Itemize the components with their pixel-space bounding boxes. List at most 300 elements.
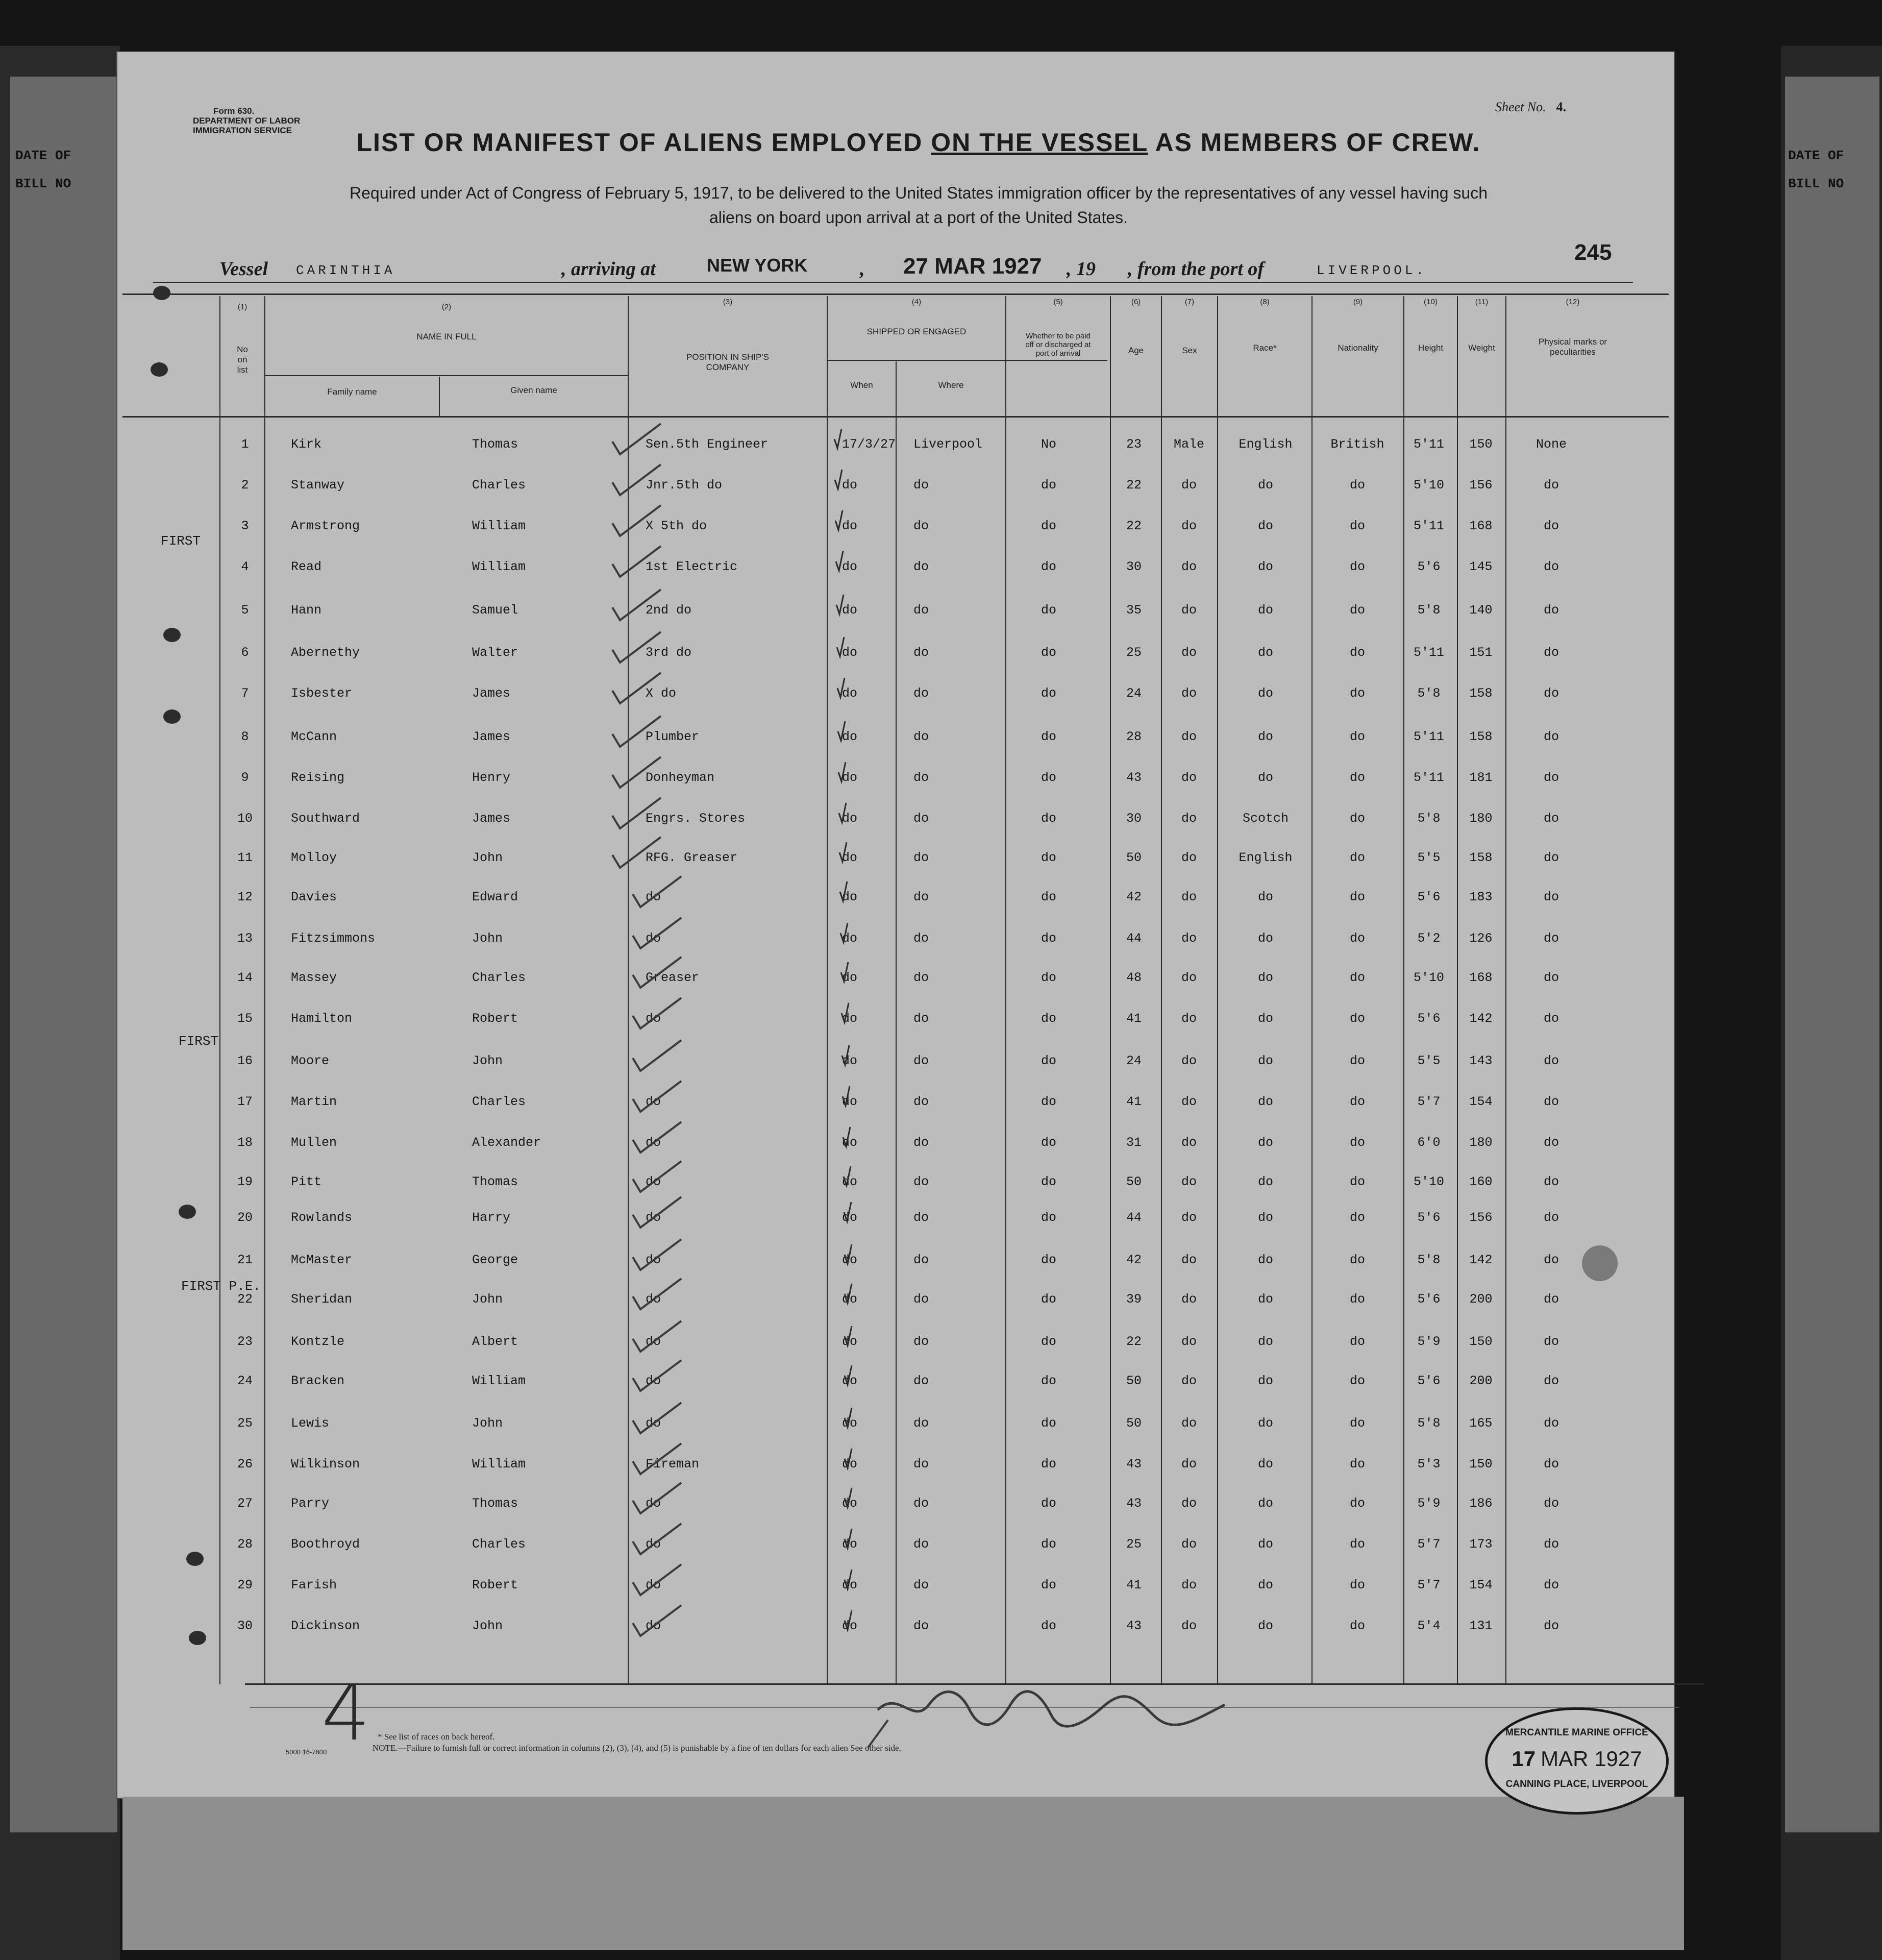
cell-paid-off: do bbox=[1041, 1457, 1056, 1472]
cell-race: do bbox=[1257, 1334, 1273, 1349]
date-check-mark bbox=[844, 1166, 851, 1186]
cell-paid-off: do bbox=[1041, 1054, 1056, 1068]
cell-race: do bbox=[1257, 1174, 1273, 1189]
cell-given-name: James bbox=[472, 729, 511, 744]
cell-race: do bbox=[1257, 1253, 1273, 1267]
cell-row-number: 10 bbox=[237, 811, 253, 826]
cell-paid-off: do bbox=[1041, 478, 1056, 493]
vessel-label: Vessel bbox=[219, 258, 268, 280]
cell-family-name: Wilkinson bbox=[291, 1457, 360, 1472]
cell-sex: do bbox=[1181, 970, 1197, 985]
cell-height: 5'7 bbox=[1417, 1537, 1441, 1552]
cell-family-name: Davies bbox=[291, 890, 337, 904]
cell-sex: do bbox=[1181, 1334, 1197, 1349]
cell-given-name: Alexander bbox=[472, 1135, 541, 1150]
cell-position: do bbox=[646, 1416, 661, 1431]
cell-nationality: do bbox=[1349, 1253, 1365, 1267]
cell-race: do bbox=[1257, 603, 1273, 618]
cell-family-name: Moore bbox=[291, 1054, 330, 1068]
cell-given-name: Samuel bbox=[472, 603, 518, 618]
header-shipped-engaged: SHIPPED OR ENGAGED bbox=[866, 327, 967, 336]
sheet-value: 4. bbox=[1556, 100, 1567, 114]
cell-age: 41 bbox=[1126, 1011, 1142, 1026]
header-family-name: Family name bbox=[327, 387, 377, 397]
date-check-mark bbox=[844, 1202, 851, 1221]
arriving-label: , arriving at bbox=[561, 258, 656, 280]
header-no-on-list: No on list bbox=[237, 345, 248, 375]
cell-engaged-when: do bbox=[842, 729, 858, 744]
cell-age: 30 bbox=[1126, 559, 1142, 574]
cell-family-name: Dickinson bbox=[291, 1619, 360, 1633]
date-check-mark bbox=[834, 429, 841, 448]
left-strip-date-label: DATE OF bbox=[15, 148, 71, 163]
vessel-name: CARINTHIA bbox=[296, 263, 395, 278]
cell-paid-off: do bbox=[1041, 890, 1056, 904]
check-mark bbox=[633, 1122, 681, 1153]
cell-position: RFG. Greaser bbox=[646, 850, 738, 865]
cell-physical-marks: do bbox=[1543, 1094, 1559, 1109]
header-height: Height bbox=[1418, 343, 1444, 353]
cell-row-number: 12 bbox=[237, 890, 253, 904]
cell-position: do bbox=[646, 1374, 661, 1388]
cell-weight: 145 bbox=[1469, 559, 1493, 574]
cell-physical-marks: do bbox=[1543, 1619, 1559, 1633]
cell-row-number: 6 bbox=[241, 645, 249, 660]
cell-sex: do bbox=[1181, 1210, 1197, 1225]
cell-given-name: Thomas bbox=[472, 1496, 518, 1511]
service-name: IMMIGRATION SERVICE bbox=[193, 126, 292, 135]
cell-race: English bbox=[1239, 850, 1293, 865]
cell-family-name: Abernethy bbox=[291, 645, 360, 660]
cell-engaged-where: Liverpool bbox=[913, 437, 983, 452]
cell-physical-marks: do bbox=[1543, 1011, 1559, 1026]
cell-nationality: do bbox=[1349, 559, 1365, 574]
cell-height: 5'8 bbox=[1417, 686, 1441, 701]
cell-engaged-where: do bbox=[913, 1619, 929, 1633]
cell-row-number: 19 bbox=[237, 1174, 253, 1189]
cell-weight: 156 bbox=[1469, 1210, 1493, 1225]
check-mark bbox=[612, 798, 661, 828]
cell-weight: 173 bbox=[1469, 1537, 1493, 1552]
cell-given-name: William bbox=[472, 1457, 526, 1472]
date-check-mark bbox=[841, 1003, 849, 1022]
header-where: Where bbox=[938, 380, 964, 390]
cell-paid-off: do bbox=[1041, 970, 1056, 985]
cell-position: do bbox=[646, 1619, 661, 1633]
col-num-2: (2) bbox=[441, 303, 452, 311]
cell-sex: do bbox=[1181, 1094, 1197, 1109]
header-race: Race* bbox=[1253, 343, 1277, 353]
cell-height: 5'9 bbox=[1417, 1496, 1441, 1511]
cell-physical-marks: do bbox=[1543, 1174, 1559, 1189]
margin-note-first-pe: FIRST P.E. bbox=[181, 1279, 261, 1294]
cell-engaged-where: do bbox=[913, 1416, 929, 1431]
check-mark bbox=[612, 546, 661, 577]
cell-row-number: 15 bbox=[237, 1011, 253, 1026]
cell-age: 24 bbox=[1126, 686, 1142, 701]
cell-nationality: do bbox=[1349, 686, 1365, 701]
cell-paid-off: do bbox=[1041, 850, 1056, 865]
cell-engaged-where: do bbox=[913, 1374, 929, 1388]
col-num-3: (3) bbox=[723, 298, 733, 306]
cell-paid-off: do bbox=[1041, 1537, 1056, 1552]
cell-weight: 200 bbox=[1469, 1292, 1493, 1307]
cell-sex: do bbox=[1181, 1174, 1197, 1189]
date-check-mark bbox=[845, 1570, 852, 1589]
cell-paid-off: do bbox=[1041, 603, 1056, 618]
cell-age: 42 bbox=[1126, 1253, 1142, 1267]
cell-engaged-where: do bbox=[913, 770, 929, 785]
race-footnote: * See list of races on back hereof. bbox=[378, 1732, 495, 1742]
cell-physical-marks: do bbox=[1543, 931, 1559, 946]
cell-engaged-when: do bbox=[842, 519, 858, 533]
cell-nationality: do bbox=[1349, 519, 1365, 533]
cell-nationality: do bbox=[1349, 1537, 1365, 1552]
check-mark bbox=[612, 716, 661, 747]
cell-engaged-where: do bbox=[913, 1011, 929, 1026]
cell-age: 42 bbox=[1126, 890, 1142, 904]
cell-weight: 181 bbox=[1469, 770, 1493, 785]
cell-nationality: do bbox=[1349, 1416, 1365, 1431]
cell-family-name: Rowlands bbox=[291, 1210, 353, 1225]
cell-position: do bbox=[646, 890, 661, 904]
cell-row-number: 18 bbox=[237, 1135, 253, 1150]
cell-physical-marks: do bbox=[1543, 1578, 1559, 1592]
cell-paid-off: do bbox=[1041, 1210, 1056, 1225]
check-mark bbox=[633, 1279, 681, 1309]
cell-sex: do bbox=[1181, 645, 1197, 660]
header-when: When bbox=[850, 380, 873, 390]
col-num-9: (9) bbox=[1353, 298, 1363, 306]
cell-row-number: 17 bbox=[237, 1094, 253, 1109]
cell-position: do bbox=[646, 1334, 661, 1349]
cell-nationality: do bbox=[1349, 1135, 1365, 1150]
cell-family-name: Lewis bbox=[291, 1416, 330, 1431]
cell-engaged-where: do bbox=[913, 729, 929, 744]
cell-row-number: 2 bbox=[241, 478, 249, 493]
cell-sex: do bbox=[1181, 890, 1197, 904]
cell-age: 44 bbox=[1126, 931, 1142, 946]
cell-race: do bbox=[1257, 1537, 1273, 1552]
cell-physical-marks: do bbox=[1543, 1292, 1559, 1307]
cell-engaged-when: do bbox=[842, 890, 858, 904]
cell-physical-marks: do bbox=[1543, 519, 1559, 533]
year-label: , 19 bbox=[1067, 258, 1096, 280]
cell-row-number: 26 bbox=[237, 1457, 253, 1472]
cell-engaged-where: do bbox=[913, 850, 929, 865]
date-check-mark bbox=[845, 1488, 852, 1507]
cell-family-name: Hamilton bbox=[291, 1011, 353, 1026]
cell-paid-off: do bbox=[1041, 1578, 1056, 1592]
cell-family-name: Stanway bbox=[291, 478, 345, 493]
check-mark bbox=[633, 1524, 681, 1554]
handwritten-sheet-number: 4 bbox=[321, 1669, 370, 1758]
cell-row-number: 13 bbox=[237, 931, 253, 946]
date-check-mark bbox=[837, 637, 844, 656]
cell-nationality: do bbox=[1349, 1094, 1365, 1109]
cell-weight: 142 bbox=[1469, 1011, 1493, 1026]
cell-weight: 131 bbox=[1469, 1619, 1493, 1633]
cell-family-name: Armstrong bbox=[291, 519, 360, 533]
cell-given-name: John bbox=[472, 1292, 503, 1307]
cell-paid-off: do bbox=[1041, 770, 1056, 785]
cell-weight: 180 bbox=[1469, 1135, 1493, 1150]
date-check-mark bbox=[840, 881, 847, 901]
subtitle-line-2: aliens on board upon arrival at a port of the United States. bbox=[709, 208, 1128, 227]
col-num-10: (10) bbox=[1424, 298, 1438, 306]
cell-race: do bbox=[1257, 519, 1273, 533]
cell-given-name: Henry bbox=[472, 770, 511, 785]
cell-age: 50 bbox=[1126, 1416, 1142, 1431]
cell-sex: do bbox=[1181, 1054, 1197, 1068]
cell-sex: do bbox=[1181, 1619, 1197, 1633]
cell-height: 5'11 bbox=[1413, 519, 1444, 533]
cell-physical-marks: do bbox=[1543, 559, 1559, 574]
cell-weight: 160 bbox=[1469, 1174, 1493, 1189]
cell-height: 5'7 bbox=[1417, 1094, 1441, 1109]
cell-family-name: Pitt bbox=[291, 1174, 322, 1189]
cell-position: do bbox=[646, 1174, 661, 1189]
cell-sex: do bbox=[1181, 559, 1197, 574]
cell-engaged-when: do bbox=[842, 1210, 858, 1225]
cell-race: do bbox=[1257, 1210, 1273, 1225]
cell-position: Greaser bbox=[646, 970, 700, 985]
cell-engaged-when: do bbox=[842, 1374, 858, 1388]
date-check-mark bbox=[840, 923, 848, 942]
cell-nationality: do bbox=[1349, 645, 1365, 660]
cell-sex: do bbox=[1181, 1011, 1197, 1026]
cell-paid-off: do bbox=[1041, 1292, 1056, 1307]
cell-height: 5'4 bbox=[1417, 1619, 1441, 1633]
cell-given-name: John bbox=[472, 850, 503, 865]
date-check-mark bbox=[845, 1244, 852, 1264]
check-mark bbox=[612, 424, 661, 454]
date-check-mark bbox=[842, 1045, 849, 1065]
cell-age: 43 bbox=[1126, 1457, 1142, 1472]
col-num-7: (7) bbox=[1184, 298, 1195, 306]
cell-height: 5'7 bbox=[1417, 1578, 1441, 1592]
cell-race: do bbox=[1257, 1011, 1273, 1026]
cell-age: 31 bbox=[1126, 1135, 1142, 1150]
cell-age: 43 bbox=[1126, 1619, 1142, 1633]
col-num-4: (4) bbox=[911, 298, 922, 306]
cell-age: 35 bbox=[1126, 603, 1142, 618]
cell-engaged-when: do bbox=[842, 1457, 858, 1472]
cell-age: 25 bbox=[1126, 645, 1142, 660]
cell-paid-off: do bbox=[1041, 645, 1056, 660]
cell-height: 5'6 bbox=[1417, 559, 1441, 574]
cell-engaged-when: do bbox=[842, 1253, 858, 1267]
check-mark bbox=[633, 1605, 681, 1636]
cell-paid-off: do bbox=[1041, 559, 1056, 574]
cell-engaged-when: do bbox=[842, 1054, 858, 1068]
cell-weight: 158 bbox=[1469, 686, 1493, 701]
cell-weight: 150 bbox=[1469, 1334, 1493, 1349]
cell-sex: do bbox=[1181, 1416, 1197, 1431]
cell-nationality: British bbox=[1330, 437, 1384, 452]
col-num-6: (6) bbox=[1131, 298, 1141, 306]
cell-paid-off: No bbox=[1041, 437, 1056, 452]
cell-engaged-where: do bbox=[913, 1578, 929, 1592]
cell-paid-off: do bbox=[1041, 931, 1056, 946]
cell-engaged-where: do bbox=[913, 890, 929, 904]
cell-position: do bbox=[646, 1210, 661, 1225]
cell-weight: 165 bbox=[1469, 1416, 1493, 1431]
cell-nationality: do bbox=[1349, 603, 1365, 618]
cell-row-number: 28 bbox=[237, 1537, 253, 1552]
date-check-mark bbox=[845, 1326, 852, 1345]
cell-row-number: 14 bbox=[237, 970, 253, 985]
cell-weight: 143 bbox=[1469, 1054, 1493, 1068]
cell-age: 30 bbox=[1126, 811, 1142, 826]
cell-paid-off: do bbox=[1041, 1416, 1056, 1431]
date-check-mark bbox=[843, 1086, 850, 1106]
cell-position: do bbox=[646, 1135, 661, 1150]
cell-engaged-when: do bbox=[842, 1578, 858, 1592]
cell-given-name: James bbox=[472, 686, 511, 701]
cell-age: 50 bbox=[1126, 1374, 1142, 1388]
cell-height: 5'8 bbox=[1417, 1416, 1441, 1431]
check-mark bbox=[633, 876, 681, 907]
cell-engaged-when: do bbox=[842, 478, 858, 493]
cell-nationality: do bbox=[1349, 1210, 1365, 1225]
stamp-day: 17 bbox=[1512, 1747, 1536, 1771]
cell-height: 5'6 bbox=[1417, 1210, 1441, 1225]
cell-family-name: Boothroyd bbox=[291, 1537, 360, 1552]
cell-race: do bbox=[1257, 970, 1273, 985]
cell-family-name: Molloy bbox=[291, 850, 337, 865]
cell-weight: 154 bbox=[1469, 1578, 1493, 1592]
date-check-mark bbox=[836, 551, 843, 571]
cell-engaged-where: do bbox=[913, 931, 929, 946]
right-strip-bill-label: BILL NO bbox=[1788, 176, 1844, 191]
check-mark bbox=[633, 918, 681, 948]
title-part-2: AS MEMBERS OF CREW. bbox=[1148, 128, 1481, 157]
arrival-date-stamp: 27 MAR 1927 bbox=[903, 254, 1042, 279]
cell-physical-marks: do bbox=[1543, 1496, 1559, 1511]
right-strip-date-label: DATE OF bbox=[1788, 148, 1844, 163]
cell-given-name: John bbox=[472, 1054, 503, 1068]
subtitle-line-1: Required under Act of Congress of February 5, 1917, to be delivered to the United States immigration officer by the representatives of any vessel having such bbox=[350, 184, 1488, 202]
cell-engaged-where: do bbox=[913, 559, 929, 574]
left-strip-bill-label: BILL NO bbox=[15, 176, 71, 191]
cell-family-name: Martin bbox=[291, 1094, 337, 1109]
cell-race: do bbox=[1257, 1135, 1273, 1150]
check-mark bbox=[612, 632, 661, 663]
cell-row-number: 21 bbox=[237, 1253, 253, 1267]
cell-race: do bbox=[1257, 1496, 1273, 1511]
cell-race: do bbox=[1257, 1094, 1273, 1109]
title-part-1: LIST OR MANIFEST OF ALIENS EMPLOYED bbox=[356, 128, 931, 157]
cell-physical-marks: do bbox=[1543, 1334, 1559, 1349]
cell-age: 23 bbox=[1126, 437, 1142, 452]
stamp-month-year: MAR 1927 bbox=[1541, 1747, 1642, 1771]
cell-sex: do bbox=[1181, 519, 1197, 533]
cell-race: do bbox=[1257, 770, 1273, 785]
form-number: Form 630. bbox=[213, 106, 255, 116]
cell-given-name: Charles bbox=[472, 1094, 526, 1109]
header-physical-marks: Physical marks or peculiarities bbox=[1538, 337, 1607, 357]
cell-engaged-where: do bbox=[913, 1054, 929, 1068]
from-label: , from the port of bbox=[1128, 258, 1265, 280]
cell-given-name: Edward bbox=[472, 890, 518, 904]
cell-row-number: 24 bbox=[237, 1374, 253, 1388]
cell-given-name: James bbox=[472, 811, 511, 826]
cell-family-name: Bracken bbox=[291, 1374, 345, 1388]
date-check-mark bbox=[845, 1529, 852, 1548]
cell-height: 5'6 bbox=[1417, 890, 1441, 904]
cell-family-name: Kontzle bbox=[291, 1334, 345, 1349]
cell-height: 5'6 bbox=[1417, 1374, 1441, 1388]
check-mark bbox=[633, 1321, 681, 1352]
cell-physical-marks: do bbox=[1543, 890, 1559, 904]
cell-height: 5'8 bbox=[1417, 1253, 1441, 1267]
cell-given-name: John bbox=[472, 931, 503, 946]
date-check-mark bbox=[835, 510, 843, 530]
cell-paid-off: do bbox=[1041, 1011, 1056, 1026]
cell-family-name: Southward bbox=[291, 811, 360, 826]
cell-physical-marks: do bbox=[1543, 686, 1559, 701]
cell-physical-marks: do bbox=[1543, 1537, 1559, 1552]
cell-position: do bbox=[646, 1496, 661, 1511]
cell-given-name: William bbox=[472, 519, 526, 533]
cell-given-name: Thomas bbox=[472, 437, 518, 452]
cell-family-name: McMaster bbox=[291, 1253, 353, 1267]
from-port: LIVERPOOL. bbox=[1317, 263, 1427, 278]
cell-engaged-when: do bbox=[842, 1334, 858, 1349]
cell-engaged-where: do bbox=[913, 1174, 929, 1189]
cell-engaged-when: 17/3/27 bbox=[842, 437, 896, 452]
cell-given-name: Thomas bbox=[472, 1174, 518, 1189]
cell-nationality: do bbox=[1349, 478, 1365, 493]
cell-row-number: 3 bbox=[241, 519, 249, 533]
cell-engaged-when: do bbox=[842, 645, 858, 660]
date-check-mark bbox=[835, 470, 842, 489]
cell-physical-marks: do bbox=[1543, 645, 1559, 660]
cell-sex: do bbox=[1181, 1496, 1197, 1511]
cell-given-name: Walter bbox=[472, 645, 518, 660]
cell-sex: do bbox=[1181, 478, 1197, 493]
check-mark bbox=[633, 1483, 681, 1513]
department-name: DEPARTMENT OF LABOR bbox=[193, 116, 301, 126]
check-mark bbox=[633, 1239, 681, 1270]
date-check-mark bbox=[838, 762, 846, 781]
cell-position: Plumber bbox=[646, 729, 700, 744]
cell-family-name: Hann bbox=[291, 603, 322, 618]
cell-engaged-where: do bbox=[913, 603, 929, 618]
cell-paid-off: do bbox=[1041, 1094, 1056, 1109]
cell-family-name: Mullen bbox=[291, 1135, 337, 1150]
cell-height: 5'3 bbox=[1417, 1457, 1441, 1472]
cell-race: do bbox=[1257, 1416, 1273, 1431]
cell-row-number: 8 bbox=[241, 729, 249, 744]
header-paid-off: Whether to be paid off or discharged at port of arrival bbox=[1025, 332, 1091, 358]
cell-position: do bbox=[646, 1253, 661, 1267]
cell-weight: 156 bbox=[1469, 478, 1493, 493]
cell-position: Sen.5th Engineer bbox=[646, 437, 769, 452]
cell-engaged-where: do bbox=[913, 1537, 929, 1552]
date-check-mark bbox=[845, 1408, 852, 1427]
cell-age: 50 bbox=[1126, 1174, 1142, 1189]
stamp-office: MERCANTILE MARINE OFFICE bbox=[1505, 1727, 1648, 1738]
cell-engaged-when: do bbox=[842, 686, 858, 701]
cell-nationality: do bbox=[1349, 1457, 1365, 1472]
date-check-mark bbox=[843, 1127, 850, 1146]
cell-engaged-where: do bbox=[913, 1457, 929, 1472]
cell-engaged-when: do bbox=[842, 1416, 858, 1431]
cell-row-number: 29 bbox=[237, 1578, 253, 1592]
cell-engaged-where: do bbox=[913, 1292, 929, 1307]
